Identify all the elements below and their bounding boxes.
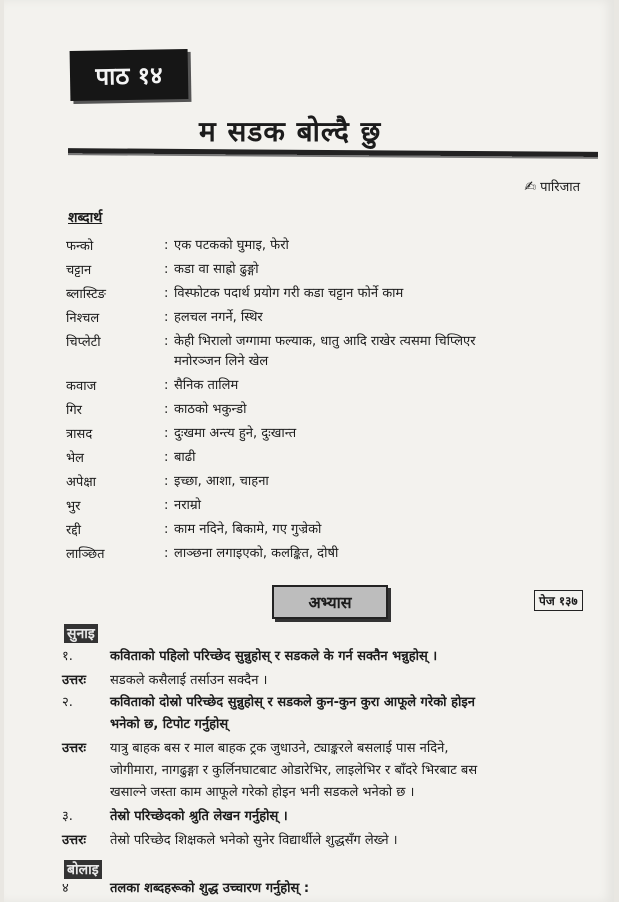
glossary-definition <box>164 400 584 420</box>
question-line: भनेको छ, टिपोट गर्नुहोस् <box>110 717 229 732</box>
glossary-term: गिर <box>66 403 83 418</box>
glossary-term: रद्दी <box>66 523 81 538</box>
answer-text <box>110 670 600 692</box>
question-line: तलका शब्दहरूको शुद्ध उच्चारण गर्नुहोस् : <box>110 881 310 896</box>
answer-line: जोगीमारा, नागढुङ्गा र कुर्लिनघाटबाट ओडारेभिर, लाइलेभिर र बाँदरे भिरबाट बस <box>110 763 478 778</box>
answer-line: यात्रु बाहक बस र माल बाहक ट्रक जुधाउने, ट्याङ्करले बसलाई पास नदिने, <box>110 741 449 756</box>
glossary-term: त्रासद <box>66 427 93 442</box>
lesson-title: म सडक बोल्दै छु <box>199 115 382 148</box>
question-line: तेस्रो परिच्छेदको श्रुति लेखन गर्नुहोस् । <box>110 809 288 824</box>
page-reference: पेज १३७ <box>534 590 583 611</box>
definition-line: : एक पटकको घुमाइ, फेरो <box>174 238 289 253</box>
answer-label: उत्तरः <box>62 741 87 756</box>
definition-line: : काम नदिने, बिकामे, गए गुज्रेको <box>174 522 322 537</box>
section-listening: सुनाइ <box>64 624 98 643</box>
definition-line: : केही भिरालो जग्गामा फल्याक, धातु आदि राखेर त्यसमा चिप्लिएर <box>174 334 476 349</box>
glossary-definition <box>164 448 584 468</box>
question-text <box>110 692 600 736</box>
answer-line: सडकले कसैलाई तर्साउन सक्दैन । <box>110 673 268 688</box>
glossary-definition <box>164 308 584 328</box>
glossary-definition <box>164 424 584 444</box>
answer-text <box>110 830 600 852</box>
glossary-definition <box>164 520 584 540</box>
question-number: ४ <box>62 881 69 896</box>
glossary-heading: शब्दार्थ <box>68 210 103 226</box>
question-line: कविताको दोस्रो परिच्छेद सुन्नुहोस् र सडकले कुन-कुन कुरा आफूले गरेको होइन <box>110 695 475 710</box>
glossary-term: निश्चल <box>66 311 100 326</box>
question-number: १. <box>62 649 73 664</box>
glossary-term: भुर <box>66 499 81 514</box>
definition-line: : हलचल नगर्ने, स्थिर <box>174 310 263 325</box>
glossary-term: लाञ्छित <box>66 547 105 562</box>
glossary-term: अपेक्षा <box>66 475 97 490</box>
lesson-badge: पाठ १४ <box>70 49 189 101</box>
glossary-definition <box>164 332 584 372</box>
title-rule <box>68 148 598 159</box>
definition-line: : सैनिक तालिम <box>174 378 239 393</box>
definition-line: : दुःखमा अन्त्य हुने, दुःखान्त <box>174 426 297 441</box>
definition-line: : बाढी <box>174 450 196 465</box>
glossary-definition <box>164 236 584 256</box>
definition-line: : कडा वा साह्रो ढुङ्गो <box>174 262 259 277</box>
glossary-term: ब्लास्टिङ <box>66 287 106 302</box>
glossary-definition <box>164 376 584 396</box>
author-line <box>524 177 580 195</box>
question-number: २. <box>62 695 73 710</box>
pen-icon: ✍ <box>524 179 537 195</box>
definition-line: : नराम्रो <box>174 498 202 513</box>
question-number: ३. <box>62 809 73 824</box>
definition-line: : इच्छा, आशा, चाहना <box>174 474 269 489</box>
glossary-term: भेल <box>66 451 84 466</box>
glossary-term: फन्को <box>66 239 94 254</box>
author-name: पारिजात <box>540 180 580 195</box>
glossary-definition <box>164 496 584 516</box>
glossary-definition <box>164 260 584 280</box>
glossary-definition <box>164 544 584 564</box>
glossary-term: चट्टान <box>66 263 92 278</box>
definition-line: मनोरञ्जन लिने खेल <box>174 354 269 369</box>
answer-text <box>110 738 600 804</box>
glossary-definition <box>164 284 584 304</box>
glossary-definition <box>164 472 584 492</box>
answer-label: उत्तरः <box>62 833 87 848</box>
question-text <box>110 806 600 828</box>
question-line: कविताको पहिलो परिच्छेद सुन्नुहोस् र सडकले के गर्न सक्तैन भन्नुहोस् । <box>110 649 438 664</box>
definition-line: : काठको भकुन्डो <box>174 402 247 417</box>
answer-line: खसाल्ने जस्ता काम आफूले गरेको होइन भनी सडकले भनेको छ । <box>110 785 415 800</box>
glossary-term: कवाज <box>66 379 97 394</box>
glossary-term: चिप्लेटी <box>66 335 101 350</box>
definition-line: : लाञ्छना लगाइएको, कलङ्कित, दोषी <box>174 546 339 561</box>
answer-line: तेस्रो परिच्छेद शिक्षकले भनेको सुनेर विद्यार्थीले शुद्धसँग लेख्ने । <box>110 833 398 848</box>
question-text <box>110 878 600 900</box>
question-text <box>110 646 600 668</box>
answer-label: उत्तरः <box>62 673 87 688</box>
definition-line: : विस्फोटक पदार्थ प्रयोग गरी कडा चट्टान फोर्ने काम <box>174 286 404 301</box>
exercise-heading: अभ्यास <box>272 585 388 619</box>
section-speaking: बोलाइ <box>64 860 102 879</box>
textbook-page <box>4 0 614 902</box>
